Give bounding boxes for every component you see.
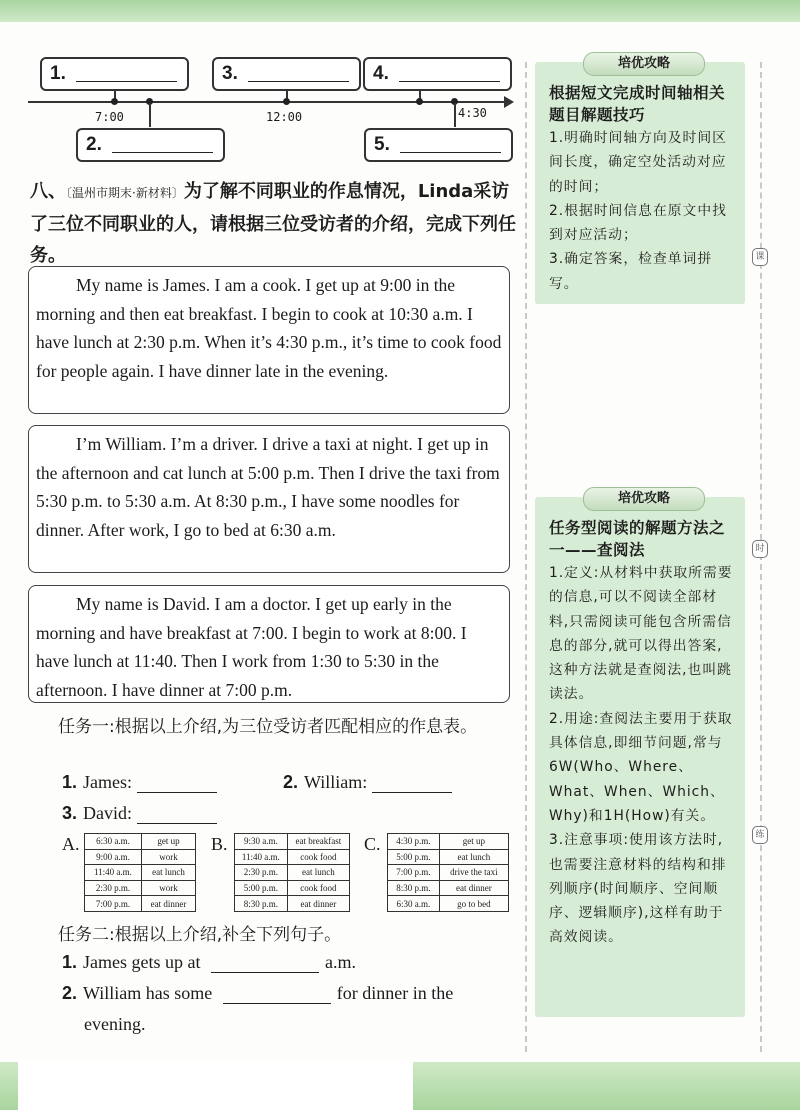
tip-box-skimming	[535, 491, 745, 1017]
option-b-letter: B.	[211, 834, 228, 854]
table-row	[85, 880, 196, 896]
task1-q2	[283, 772, 452, 793]
timeline-label-12: 12:00	[266, 110, 303, 124]
task1-title: 任务一:根据以上介绍,为三位受访者匹配相应的作息表。	[58, 717, 478, 737]
tip-point: 1.明确时间轴方向及时间区间长度，确定空处活动对应的时间；	[549, 130, 727, 195]
timeline-tick	[454, 103, 456, 127]
task2-q1-blank[interactable]	[211, 952, 319, 973]
table-row	[388, 834, 509, 850]
table-row	[388, 849, 509, 865]
time-cell: 7:00 p.m.	[388, 865, 440, 881]
blank-line	[112, 152, 213, 153]
activity-cell: eat dinner	[439, 880, 508, 896]
task1-q3-blank[interactable]	[137, 803, 217, 824]
task2-q2	[62, 983, 453, 1004]
time-cell: 4:30 p.m.	[388, 834, 440, 850]
task1-q1-blank[interactable]	[137, 772, 217, 793]
activity-cell: eat lunch	[287, 865, 349, 881]
blank-line	[399, 81, 500, 82]
passage-david: My name is David. I am a doctor. I get up early in the morning and have breakfast at 7:00. I begin to work at 8:00. I have lunch at 11:40. Then I work from 1:30 to 5:30 in the afternoon. I have dinner at 7:00 p.m.	[28, 585, 510, 703]
blank-line	[76, 81, 177, 82]
time-cell: 7:00 p.m.	[85, 896, 142, 912]
box-number: 2.	[86, 134, 102, 155]
question-number: 八、	[30, 181, 66, 202]
passage-james: My name is James. I am a cook. I get up at 9:00 in the morning and then eat breakfast. I begin to cook at 10:30 a.m. I have lunch at 2:30 p.m. When it’s 4:30 p.m., it’s time to cook food for people again. I have dinner late in the evening.	[28, 266, 510, 414]
option-a-letter: A.	[62, 834, 80, 854]
activity-cell: work	[141, 849, 195, 865]
time-cell: 9:30 a.m.	[235, 834, 288, 850]
task1-q1	[62, 772, 217, 793]
tip-point: 2.根据时间信息在原文中找到对应活动；	[549, 202, 727, 244]
task2-q2-blank[interactable]	[223, 983, 331, 1004]
q-number: 1.	[62, 772, 78, 792]
activity-cell: get up	[141, 834, 195, 850]
option-c-letter: C.	[364, 834, 381, 854]
table-row	[235, 849, 350, 865]
blank-line	[248, 81, 349, 82]
activity-cell: eat lunch	[439, 849, 508, 865]
box-number: 1.	[50, 63, 66, 84]
q-label: James:	[83, 772, 133, 792]
timeline-point	[416, 98, 423, 105]
table-row	[85, 834, 196, 850]
task2-q2-continuation: evening.	[84, 1014, 146, 1034]
task2-title: 任务二:根据以上介绍,补全下列句子。	[58, 925, 342, 945]
tip-tag: 培优攻略	[583, 487, 705, 511]
q-number: 2.	[62, 983, 78, 1003]
activity-cell: eat dinner	[141, 896, 195, 912]
margin-marker: 时	[752, 540, 768, 558]
table-row	[235, 834, 350, 850]
box-number: 5.	[374, 134, 390, 155]
timeline-label-7: 7:00	[95, 110, 124, 124]
task2-q1	[62, 952, 356, 973]
table-row	[388, 865, 509, 881]
timeline-answer-box-4[interactable]	[363, 57, 512, 91]
option-b-table	[234, 833, 350, 912]
question-header	[30, 176, 520, 271]
timeline-tick	[149, 103, 151, 127]
timeline-axis	[28, 101, 506, 103]
footer-blank-area	[18, 1062, 413, 1110]
time-cell: 6:30 a.m.	[85, 834, 142, 850]
tip-box-timeline	[535, 56, 745, 304]
column-divider	[525, 62, 527, 1052]
table-row	[85, 849, 196, 865]
time-cell: 11:40 a.m.	[85, 865, 142, 881]
q-number: 3.	[62, 803, 78, 823]
option-a-table	[84, 833, 196, 912]
activity-cell: work	[141, 880, 195, 896]
box-number: 3.	[222, 63, 238, 84]
time-cell: 9:00 a.m.	[85, 849, 142, 865]
time-cell: 2:30 p.m.	[85, 880, 142, 896]
q-text: James gets up at	[83, 952, 201, 972]
activity-cell: cook food	[287, 849, 349, 865]
table-row	[85, 865, 196, 881]
tip-point: 3.确定答案，检查单词拼写。	[549, 251, 713, 292]
q-text-after: for dinner in the	[336, 983, 454, 1003]
activity-cell: drive the taxi	[439, 865, 508, 881]
table-row	[388, 896, 509, 912]
timeline-answer-box-2[interactable]	[76, 128, 225, 162]
passage-william: I’m William. I’m a driver. I drive a taxi at night. I get up in the afternoon and cat lunch at 5:00 p.m. Then I drive the taxi from 5:30 p.m. to 5:30 a.m. At 8:30 p.m., I have some noodles for dinner. After work, I go to bed at 6:30 a.m.	[28, 425, 510, 573]
activity-cell: get up	[439, 834, 508, 850]
q-number: 2.	[283, 772, 299, 792]
time-cell: 8:30 p.m.	[235, 896, 288, 912]
task1-q2-blank[interactable]	[372, 772, 452, 793]
time-cell: 2:30 p.m.	[235, 865, 288, 881]
tip-point: 3.注意事项:使用该方法时,也需要注意材料的结构和排列顺序(时间顺序、空间顺序、逻辑顺序),这样有助于高效阅读。	[549, 832, 727, 946]
q-number: 1.	[62, 952, 78, 972]
timeline-point	[111, 98, 118, 105]
box-number: 4.	[373, 63, 389, 84]
tip-title: 根据短文完成时间轴相关题目解题技巧	[549, 84, 726, 124]
q-label: William:	[304, 772, 368, 792]
table-row	[85, 896, 196, 912]
time-cell: 5:00 p.m.	[235, 880, 288, 896]
q-text: William has some	[83, 983, 213, 1003]
time-cell: 11:40 a.m.	[235, 849, 288, 865]
bottom-decorative-band	[0, 1062, 800, 1110]
q-label: David:	[83, 803, 133, 823]
margin-marker: 练	[752, 826, 768, 844]
timeline-label-430: 4:30	[458, 106, 487, 120]
top-decorative-band	[0, 0, 800, 22]
tip-point: 1.定义:从材料中获取所需要的信息,可以不阅读全部材料,只需阅读可能包含所需信息的部分,就可以得出答案,这种方法就是查阅法,也叫跳读法。	[549, 565, 733, 703]
time-cell: 6:30 a.m.	[388, 896, 440, 912]
blank-line	[400, 152, 501, 153]
tip-tag: 培优攻略	[583, 52, 705, 76]
task1-q3	[62, 803, 217, 824]
q-text-after: a.m.	[325, 952, 356, 972]
activity-cell: eat lunch	[141, 865, 195, 881]
table-row	[235, 896, 350, 912]
table-row	[388, 880, 509, 896]
time-cell: 5:00 p.m.	[388, 849, 440, 865]
timeline-arrow-icon	[504, 96, 514, 108]
tip-title: 任务型阅读的解题方法之一——查阅法	[549, 519, 726, 559]
option-c-table	[387, 833, 509, 912]
table-row	[235, 865, 350, 881]
timeline-answer-box-1[interactable]	[40, 57, 189, 91]
time-cell: 8:30 p.m.	[388, 880, 440, 896]
margin-marker: 课	[752, 248, 768, 266]
activity-cell: eat dinner	[287, 896, 349, 912]
question-text: 为了解不同职业的作息情况，Linda采访了三位不同职业的人，请根据三位受访者的介绍，完成下列任务。	[30, 181, 516, 266]
activity-cell: eat breakfast	[287, 834, 349, 850]
timeline-answer-box-5[interactable]	[364, 128, 513, 162]
activity-cell: cook food	[287, 880, 349, 896]
question-source: 〔温州市期末·新材料〕	[66, 186, 184, 200]
table-row	[235, 880, 350, 896]
tip-point: 2.用途:查阅法主要用于获取具体信息,即细节问题,常与6W(Who、Where、What、When、Which、Why)和1H(How)有关。	[549, 710, 733, 824]
timeline-answer-box-3[interactable]	[212, 57, 361, 91]
timeline-point	[283, 98, 290, 105]
activity-cell: go to bed	[439, 896, 508, 912]
